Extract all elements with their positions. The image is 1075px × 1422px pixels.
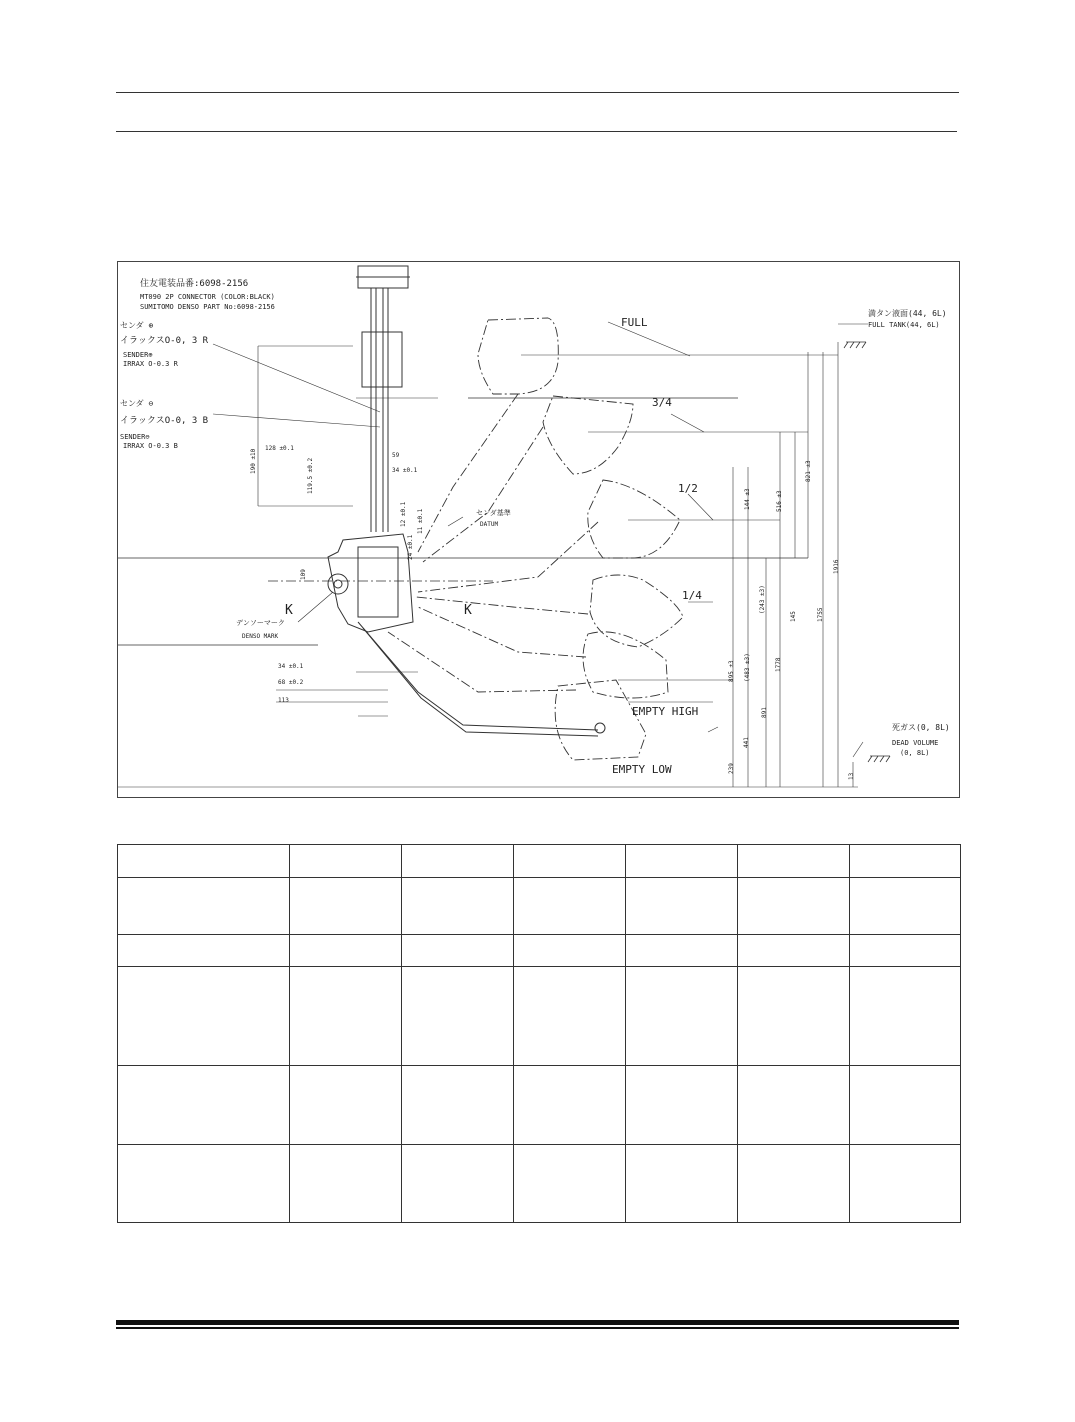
table-row	[118, 967, 961, 1066]
dim-895: 895 ±3	[728, 660, 735, 682]
sender-neg-jp-wire: イラックスO-0, 3 B	[120, 416, 209, 426]
table-cell	[402, 967, 514, 1066]
table-cell	[514, 935, 626, 967]
sender-pos-en-wire: IRRAX O-0.3 R	[123, 360, 178, 368]
dim-821: 821 ±3	[805, 460, 812, 482]
table-cell	[402, 1145, 514, 1223]
header-rule-top	[116, 92, 959, 93]
table-cell	[118, 967, 290, 1066]
table-cell	[118, 935, 290, 967]
dim-128: 128 ±0.1	[265, 445, 294, 452]
sender-neg-jp-title: センダ ⊖	[120, 399, 154, 408]
spec-table	[117, 844, 961, 1223]
footer-rule-thick	[116, 1320, 959, 1325]
table-cell	[626, 1066, 738, 1145]
table-cell	[850, 967, 961, 1066]
sender-pos-en-title: SENDER⊕	[123, 351, 153, 359]
dim-109: 109	[300, 569, 307, 580]
dim-68: 68 ±0.2	[278, 679, 304, 686]
table-cell	[290, 878, 402, 935]
table-cell	[738, 878, 850, 935]
section-mark-right: K	[464, 603, 472, 618]
table-cell	[738, 967, 850, 1066]
dim-34-bottom: 34 ±0.1	[278, 663, 304, 670]
table-cell	[118, 845, 290, 878]
section-mark-left: K	[285, 603, 293, 618]
table-row	[118, 878, 961, 935]
table-cell	[626, 1145, 738, 1223]
dead-volume-en: DEAD VOLUME	[892, 739, 939, 747]
dim-483: (483 ±3)	[744, 653, 751, 682]
dim-1755: 1755	[817, 607, 824, 622]
table-cell	[290, 1066, 402, 1145]
table-cell	[850, 878, 961, 935]
denso-mark-en: DENSO MARK	[242, 633, 279, 640]
table-cell	[626, 935, 738, 967]
table-row	[118, 845, 961, 878]
datum-label-en: DATUM	[480, 521, 499, 528]
table-cell	[850, 1145, 961, 1223]
float-empty-low-label: EMPTY LOW	[612, 763, 672, 776]
dim-113: 113	[278, 697, 289, 704]
table-cell	[850, 1066, 961, 1145]
table-cell	[738, 845, 850, 878]
table-cell	[118, 878, 290, 935]
dim-190: 190 ±10	[250, 448, 257, 474]
table-cell	[514, 1145, 626, 1223]
float-empty-high-label: EMPTY HIGH	[632, 705, 699, 718]
dim-243: (243 ±3)	[759, 585, 766, 614]
dim-441: 441	[743, 737, 750, 748]
dim-239: 239	[728, 763, 735, 774]
dim-891: 891	[761, 707, 768, 718]
table-cell	[738, 935, 850, 967]
table-row	[118, 935, 961, 967]
table-cell	[118, 1145, 290, 1223]
table-cell	[402, 1066, 514, 1145]
fuel-sender-drawing	[117, 261, 960, 798]
table-cell	[738, 1066, 850, 1145]
dim-24: 24 ±0.1	[407, 534, 414, 560]
dim-144: 144 ±3	[744, 488, 751, 510]
denso-mark-jp: デンソーマーク	[236, 619, 285, 627]
table-cell	[514, 1066, 626, 1145]
table-cell	[402, 935, 514, 967]
table-cell	[290, 967, 402, 1066]
dim-1916: 1916	[833, 559, 840, 574]
table-cell	[514, 967, 626, 1066]
table-cell	[118, 1066, 290, 1145]
table-row	[118, 1066, 961, 1145]
table-cell	[738, 1145, 850, 1223]
table-cell	[290, 1145, 402, 1223]
float-full-label: FULL	[621, 316, 648, 329]
float-quarter-label: 1/4	[682, 589, 702, 602]
connector-desc-line2: SUMITOMO DENSO PART No:6098-2156	[140, 303, 275, 311]
sender-pos-jp-wire: イラックスO-0, 3 R	[120, 336, 209, 346]
full-tank-en: FULL TANK(44, 6L)	[868, 321, 940, 329]
table-cell	[290, 845, 402, 878]
footer-rule-thin	[116, 1327, 959, 1329]
sender-neg-en-wire: IRRAX O-0.3 B	[123, 442, 178, 450]
dim-13: 13	[848, 772, 855, 780]
connector-desc-line1: MT090 2P CONNECTOR (COLOR:BLACK)	[140, 293, 275, 301]
sender-neg-en-title: SENDER⊖	[120, 433, 150, 441]
drawing-linework	[118, 262, 961, 799]
dim-145: 145	[790, 611, 797, 622]
dim-11: 11 ±0.1	[417, 508, 424, 534]
table-cell	[514, 845, 626, 878]
datum-label-jp: センダ基準	[476, 509, 511, 517]
connector-part-jp: 住友電装品番:6098-2156	[140, 279, 249, 289]
dead-volume-jp: 死ガス(0, 8L)	[892, 723, 950, 732]
dim-34-top: 34 ±0.1	[392, 467, 418, 474]
dim-1778: 1778	[775, 657, 782, 672]
table-cell	[290, 935, 402, 967]
full-tank-jp: 満タン液面(44, 6L)	[868, 309, 947, 318]
table-cell	[626, 878, 738, 935]
table-cell	[402, 845, 514, 878]
table-cell	[402, 878, 514, 935]
dead-volume-en-value: (0, 8L)	[900, 749, 930, 757]
dim-516: 516 ±3	[776, 490, 783, 512]
table-cell	[850, 935, 961, 967]
dim-119-5: 119.5 ±0.2	[307, 457, 314, 494]
table-cell	[514, 878, 626, 935]
header-rule-bottom	[116, 131, 957, 132]
table-cell	[626, 845, 738, 878]
table-row	[118, 1145, 961, 1223]
float-half-label: 1/2	[678, 482, 698, 495]
sender-pos-jp-title: センダ ⊕	[120, 321, 154, 330]
float-three-quarter-label: 3/4	[652, 396, 672, 409]
table-cell	[850, 845, 961, 878]
dim-59: 59	[392, 452, 400, 459]
table-cell	[626, 967, 738, 1066]
dim-12: 12 ±0.1	[400, 501, 407, 527]
